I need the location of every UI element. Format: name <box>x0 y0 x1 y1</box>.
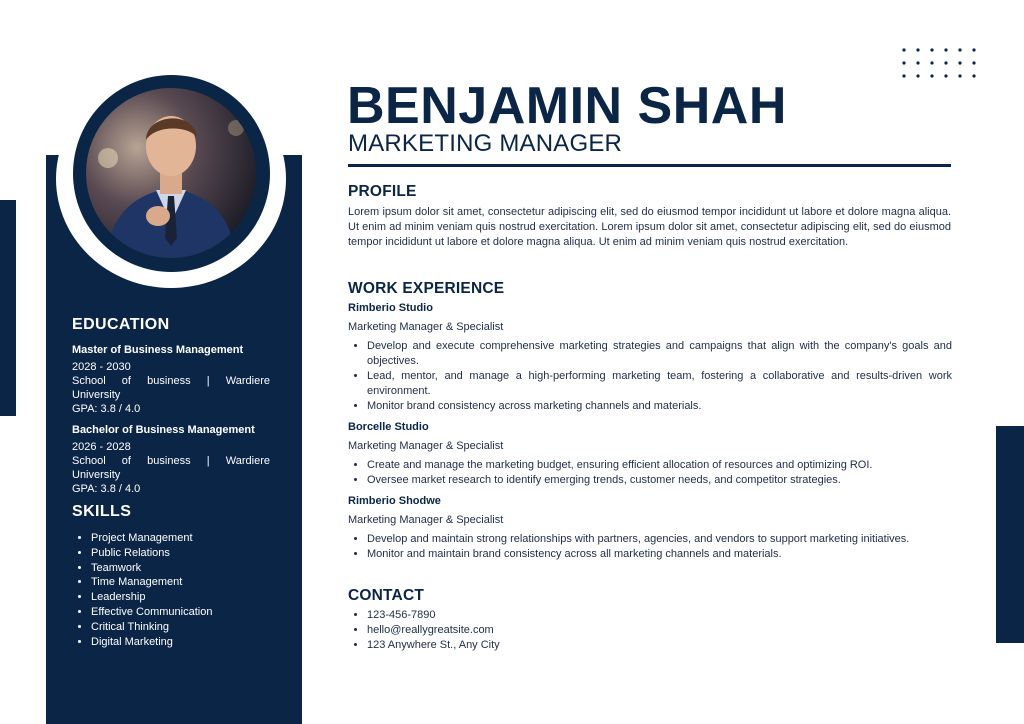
skills-list <box>72 531 270 649</box>
job-duty: • Oversee market research to identify emerging trends, customer needs, and competitor strategies. <box>367 473 952 488</box>
education-item <box>72 424 270 496</box>
job-entry <box>348 495 952 562</box>
dot-grid-decoration <box>900 46 980 82</box>
job-duty: • Create and manage the marketing budget, ensuring efficient allocation of resources and optimizing ROI. <box>367 458 952 473</box>
contact-phone: • 123-456-7890 <box>367 608 500 623</box>
skill-item: • Time Management <box>91 575 270 590</box>
job-duties <box>348 532 952 562</box>
education-gpa: GPA: 3.8 / 4.0 <box>72 403 141 415</box>
job-duties <box>348 339 952 414</box>
job-role: Marketing Manager & Specialist <box>348 440 504 452</box>
job-duty: • Lead, mentor, and manage a high-performing marketing team, fostering a collaborative and results-driven work environment. <box>367 369 952 399</box>
education-gpa: GPA: 3.8 / 4.0 <box>72 483 141 495</box>
job-company: Rimberio Shodwe <box>348 495 441 507</box>
skill-item: • Public Relations <box>91 546 270 561</box>
contact-heading: CONTACT <box>348 587 425 604</box>
skill-item: • Teamwork <box>91 561 270 576</box>
education-school: School of business | Wardiere <box>72 455 270 467</box>
candidate-name: BENJAMIN SHAH <box>347 77 787 135</box>
education-degree: Master of Business Management <box>72 344 244 356</box>
education-years: 2028 - 2030 <box>72 361 131 373</box>
job-duty: • Monitor brand consistency across marketing channels and materials. <box>367 399 952 414</box>
education-item <box>72 344 270 416</box>
education-section <box>72 316 270 504</box>
portrait-illustration <box>86 88 256 258</box>
job-entry <box>348 421 952 488</box>
profile-heading: PROFILE <box>348 183 417 200</box>
work-experience-section <box>348 302 952 569</box>
candidate-title: MARKETING MANAGER <box>348 130 623 157</box>
left-accent-bar <box>0 200 16 416</box>
job-duty: • Develop and maintain strong relationships with partners, agencies, and vendors to support marketing initiatives. <box>367 532 952 547</box>
education-school: School of business | Wardiere <box>72 375 270 387</box>
skills-heading: SKILLS <box>72 503 132 520</box>
skill-item: • Leadership <box>91 590 270 605</box>
job-role: Marketing Manager & Specialist <box>348 321 504 333</box>
job-duty: • Monitor and maintain brand consistency across all marketing channels and materials. <box>367 547 952 562</box>
contact-email: • hello@reallygreatsite.com <box>367 623 500 638</box>
work-experience-heading: WORK EXPERIENCE <box>348 280 505 297</box>
job-duties <box>348 458 952 488</box>
education-school-cont: University <box>72 469 121 481</box>
skills-section <box>72 503 270 649</box>
job-role: Marketing Manager & Specialist <box>348 514 504 526</box>
education-years: 2026 - 2028 <box>72 441 131 453</box>
profile-text: Lorem ipsum dolor sit amet, consectetur adipiscing elit, sed do eiusmod tempor incididunt ut labore et dolore magna aliqua. Ut enim ad minim veniam quis nostrud exercitation. Lorem ipsum dolor sit amet, consectetur adipiscing elit, sed do eiusmod tempor incididunt ut labore et dolore magna aliqua. Ut enim ad minim veniam quis nostrud exercitation. <box>348 206 951 248</box>
education-degree: Bachelor of Business Management <box>72 424 255 436</box>
education-school-cont: University <box>72 389 121 401</box>
profile-photo <box>86 88 256 258</box>
skill-item: • Critical Thinking <box>91 620 270 635</box>
title-divider <box>348 164 951 167</box>
education-heading: EDUCATION <box>72 316 170 333</box>
right-accent-bar <box>996 426 1024 643</box>
job-company: Rimberio Studio <box>348 302 433 314</box>
contact-address: • 123 Anywhere St., Any City <box>367 638 500 653</box>
job-entry <box>348 302 952 414</box>
skill-item: • Project Management <box>91 531 270 546</box>
contact-section <box>348 608 500 652</box>
job-duty: • Develop and execute comprehensive marketing strategies and campaigns that align with the company's goals and objectives. <box>367 339 952 369</box>
job-company: Borcelle Studio <box>348 421 429 433</box>
contact-list <box>348 608 500 652</box>
skill-item: • Digital Marketing <box>91 635 270 650</box>
skill-item: • Effective Communication <box>91 605 270 620</box>
